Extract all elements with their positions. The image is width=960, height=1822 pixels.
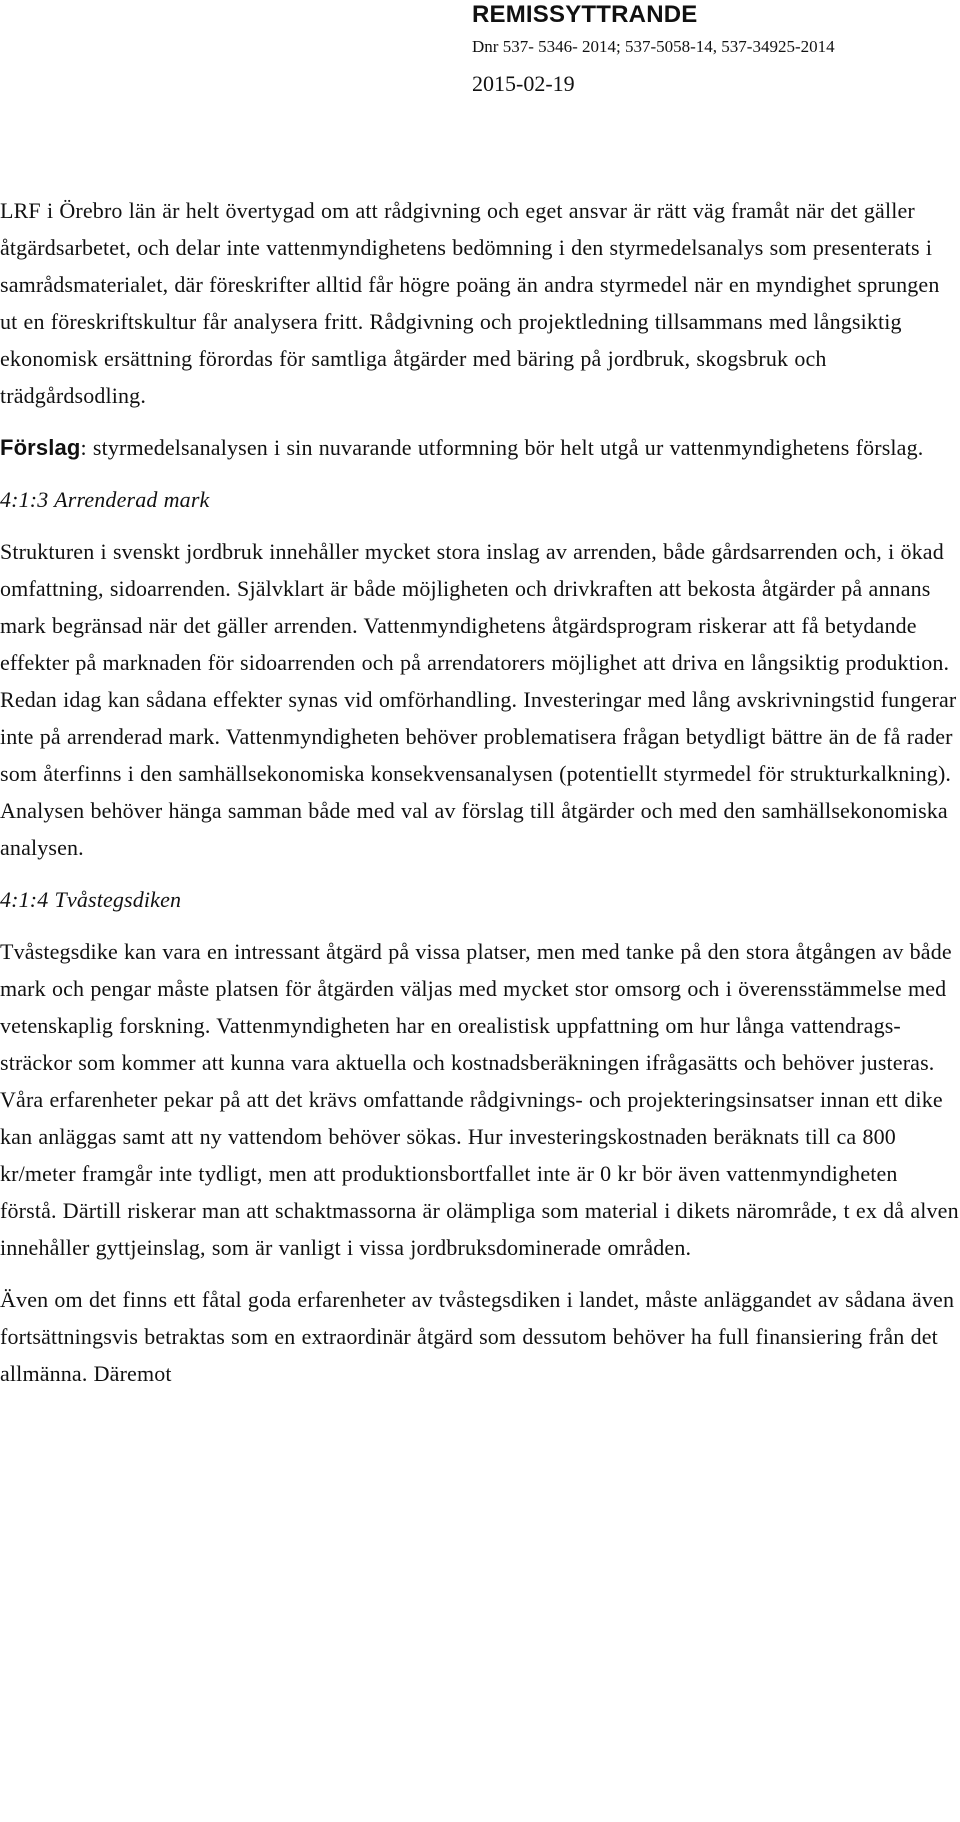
paragraph-leased-land: Strukturen i svenskt jordbruk innehåller mycket stora inslag av arrenden, både gårdsarrenden och, i ökad omfattning, sidoarrenden. Självklart är både möjligheten och drivkraften att bekosta åtgärder på annans mark begränsad när det gäller arrenden. Vattenmyndighetens åtgärdsprogram riskerar att få betydande effekter på marknaden för sidoarrenden och på arrendatorers möjlighet att driva en långsiktig produktion. Redan idag kan sådana effekter synas vid omförhandling. Investeringar med lång avskrivningstid fungerar inte på arrenderad mark. Vattenmyndigheten behöver problematisera frågan betydligt bättre än de få rader som återfinns i den samhällsekonomiska konsekvensanalysen (potentiellt styrmedel för strukturkalkning). Analysen behöver hänga samman både med val av förslag till åtgärder och med den samhällsekonomiska analysen. [0, 539, 957, 860]
document-type-title: REMISSYTTRANDE [472, 1, 698, 28]
document-body [0, 192, 960, 1392]
proposal-text: : styrmedelsanalysen i sin nuvarande utformning bör helt utgå ur vattenmyndighetens förslag. [80, 435, 924, 460]
paragraph-conclusion: Även om det finns ett fåtal goda erfarenheter av tvåstegsdiken i landet, måste anläggandet av sådana även fortsättningsvis betraktas som en extraordinär åtgärd som dessutom behöver ha full finansiering från det allmänna. Däremot [0, 1287, 955, 1386]
section-heading-two-stage-ditches: 4:1:4 Tvåstegsdiken [0, 887, 182, 912]
section-heading-leased-land: 4:1:3 Arrenderad mark [0, 487, 210, 512]
document-header [472, 0, 940, 97]
document-date: 2015-02-19 [472, 71, 575, 96]
registration-number: Dnr 537- 5346- 2014; 537-5058-14, 537-34925-2014 [472, 37, 835, 56]
proposal-label: Förslag [0, 435, 81, 460]
paragraph-advisory: LRF i Örebro län är helt övertygad om att rådgivning och eget ansvar är rätt väg framåt när det gäller åtgärdsarbetet, och delar inte vattenmyndighetens bedömning i den styrmedelsanalys som presenterats i samrådsmaterialet, där föreskrifter alltid får högre poäng än andra styrmedel när en myndighet sprungen ut en föreskriftskultur får analysera fritt. Rådgivning och projektledning tillsammans med långsiktig ekonomisk ersättning förordas för samtliga åtgärder med bäring på jordbruk, skogsbruk och trädgårdsodling. [0, 198, 940, 408]
paragraph-two-stage-ditches: Tvåstegsdike kan vara en intressant åtgärd på vissa platser, men med tanke på den stora åtgången av både mark och pengar måste platsen för åtgärden väljas med mycket stor omsorg och i överensstämmelse med vetenskaplig forskning. Vattenmyndigheten har en orealistisk uppfattning om hur långa vattendrags-sträckor som kommer att kunna vara aktuella och kostnadsberäkningen ifrågasätts och behöver justeras. Våra erfarenheter pekar på att det krävs omfattande rådgivnings- och projekteringsinsatser innan ett dike kan anläggas samt att ny vattendom behöver sökas. Hur investeringskostnaden beräknats till ca 800 kr/meter framgår inte tydligt, men att produktionsbortfallet inte är 0 kr bör även vattenmyndigheten förstå. Därtill riskerar man att schaktmassorna är olämpliga som material i dikets närområde, t ex då alven innehåller gyttjeinslag, som är vanligt i vissa jordbruksdominerade områden. [0, 939, 959, 1260]
paragraph-proposal [0, 429, 960, 466]
